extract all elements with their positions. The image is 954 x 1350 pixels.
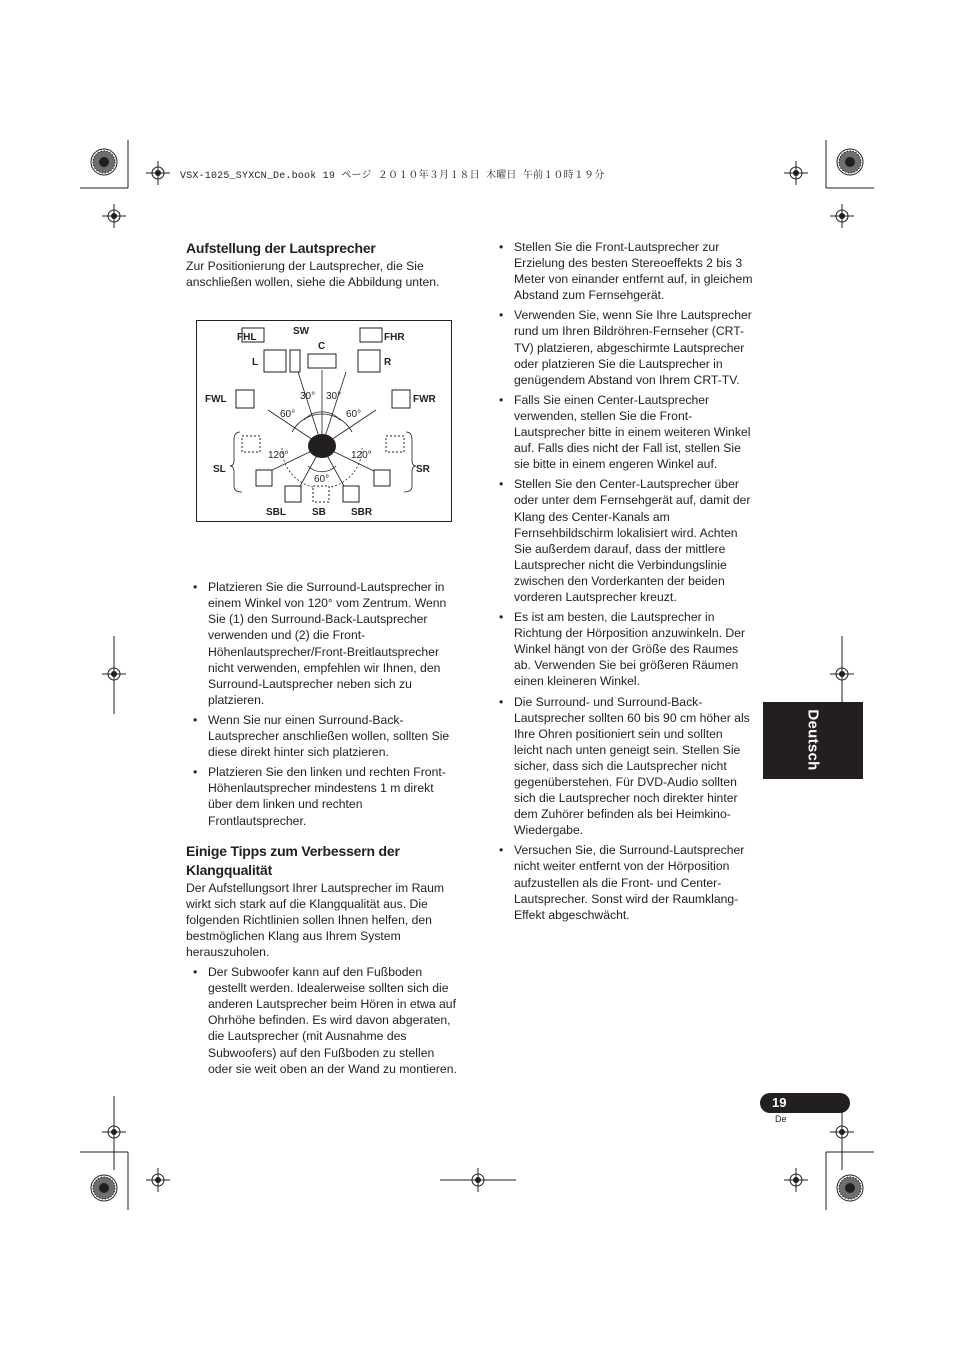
right-bullets (492, 239, 754, 923)
sw-speaker (290, 350, 300, 372)
language-tab-label: Deutsch (804, 709, 822, 771)
label-sw: SW (293, 326, 310, 337)
placement-bullets (186, 579, 460, 828)
speaker-layout-diagram (196, 320, 452, 522)
label-fwl: FWL (205, 394, 227, 405)
list-item: • Es ist am besten, die Lautsprecher in Richtung der Hörposition anzuwinkeln. Der Winkel hängt von der Größe des Raumes ab. Verwenden Sie bei größeren Räumen einen kleineren Winkel. (492, 609, 754, 689)
angle-30-right: 30° (326, 391, 342, 402)
tips-bullets (186, 964, 460, 1077)
list-item: • Platzieren Sie die Surround-Lautsprecher in einem Winkel von 120° vom Zentrum. Wenn Sie (1) den Surround-Back-Lautsprecher verwenden und (2) die Front-Höhenlautsprecher/Front-Breitlautsprecher nicht verwenden, empfehlen wir Ihnen, den Surround-Lautsprecher neben sich zu platzieren. (186, 579, 460, 708)
fhr-speaker (360, 328, 382, 342)
l-speaker (264, 350, 286, 372)
sbl-speaker (285, 486, 301, 502)
label-l: L (252, 357, 259, 368)
page-language-code: De (775, 1114, 787, 1124)
angle-30-left: 30° (300, 391, 316, 402)
list-item: • Falls Sie einen Center-Lautsprecher verwenden, stellen Sie die Front-Lautsprecher bitte in einem weiteren Winkel auf. Falls dies nicht der Fall ist, stellen Sie sie bitte in einem engeren Winkel auf. (492, 392, 754, 472)
list-item: • Der Subwoofer kann auf den Fußboden gestellt werden. Idealerweise sollten sich die anderen Lautsprecher beim Hören in etwa auf Ohrhöhe befinden. Es wird davon abgeraten, die Lautsprecher (mit Ausnahme des Subwoofers) auf den Fußboden zu stellen oder sie weit oben an der Wand zu montieren. (186, 964, 460, 1077)
label-fhl: FHL (237, 332, 257, 343)
listener-icon (308, 434, 336, 458)
sb-speaker (313, 486, 329, 502)
list-item: • Versuchen Sie, die Surround-Lautsprecher nicht weiter entfernt von der Hörposition aufzustellen als die Front- und Center-Lautsprecher. Sonst wird der Raumklang-Effekt abgeschwächt. (492, 842, 754, 922)
intro-paragraph: Zur Positionierung der Lautsprecher, die Sie anschließen wollen, siehe die Abbildung unten. (186, 259, 440, 290)
sbr-speaker (343, 486, 359, 502)
print-header: VSX-1025_SYXCN_De.book 19 ページ ２０１０年３月１８日 木曜日 午前１０時１９分 (180, 171, 605, 182)
sr-speaker (374, 470, 390, 486)
list-item: • Wenn Sie nur einen Surround-Back-Lautsprecher anschließen wollen, sollten Sie diese direkt hinter sich platzieren. (186, 712, 460, 760)
c-speaker (308, 354, 336, 368)
label-fhr: FHR (384, 332, 405, 343)
label-r: R (384, 357, 392, 368)
list-item: • Stellen Sie die Front-Lautsprecher zur Erzielung des besten Stereoeffekts 2 bis 3 Meter von einander entfernt auf, in gleichem Abstand zum Fernsehgerät. (492, 239, 754, 303)
angle-120-left: 120° (268, 450, 289, 461)
label-sbr: SBR (351, 507, 373, 518)
angle-60-right: 60° (346, 409, 362, 420)
sr-upper-speaker (386, 436, 404, 452)
tips-paragraph: Der Aufstellungsort Ihrer Lautsprecher im Raum wirkt sich stark auf die Klangqualität aus. Die folgenden Richtlinien sollen Ihnen helfen, den bestmöglichen Klang aus Ihrem System herauszuholen. (186, 880, 445, 959)
angle-60-left: 60° (280, 409, 296, 420)
label-sl: SL (213, 464, 226, 475)
label-sr: SR (416, 464, 430, 475)
sl-speaker (256, 470, 272, 486)
sl-upper-speaker (242, 436, 260, 452)
list-item: • Verwenden Sie, wenn Sie Ihre Lautsprecher rund um Ihren Bildröhren-Fernseher (CRT-TV) platzieren, abgeschirmte Lautsprecher oder platzieren Sie die Lautsprecher in genügendem Abstand von Ihrem CRT-TV. (492, 307, 754, 387)
angle-120-right: 120° (351, 450, 372, 461)
list-item: • Stellen Sie den Center-Lautsprecher über oder unter dem Fernsehgerät auf, damit der Klang des Center-Kanals am Fernsehbildschirm lokalisiert wird. Achten Sie außerdem darauf, dass der mittlere Lautsprecher nicht die Verbindungslinie zwischen den Vorderkanten der beiden vorderen Lautsprecher kreuzt. (492, 476, 754, 605)
page-number: 19 (772, 1095, 787, 1110)
heading-sound-tips: Einige Tipps zum Verbessern der Klangqualität (186, 842, 400, 878)
label-sb: SB (312, 507, 326, 518)
label-c: C (318, 341, 326, 352)
right-column (492, 239, 754, 927)
language-tab (763, 702, 863, 779)
list-item: • Platzieren Sie den linken und rechten Front-Höhenlautsprecher mindestens 1 m direkt über dem linken und rechten Frontlautsprecher. (186, 764, 460, 828)
page-number-badge (760, 1093, 850, 1113)
fwl-speaker (236, 390, 254, 408)
label-sbl: SBL (266, 507, 286, 518)
r-speaker (358, 350, 380, 372)
angle-60-back: 60° (314, 474, 330, 485)
label-fwr: FWR (413, 394, 436, 405)
heading-speaker-placement: Aufstellung der Lautsprecher (186, 240, 376, 256)
list-item: • Die Surround- und Surround-Back-Lautsprecher sollten 60 bis 90 cm höher als Ihre Ohren positioniert sein und sollten leicht nach unten geneigt sein. Stellen Sie sicher, dass sich die Lautsprecher nicht gegenüberstehen. Für DVD-Audio sollten sich die Lautsprecher noch direkter hinter dem Zuhörer befinden als bei Heimkino-Wiedergabe. (492, 694, 754, 839)
fwr-speaker (392, 390, 410, 408)
